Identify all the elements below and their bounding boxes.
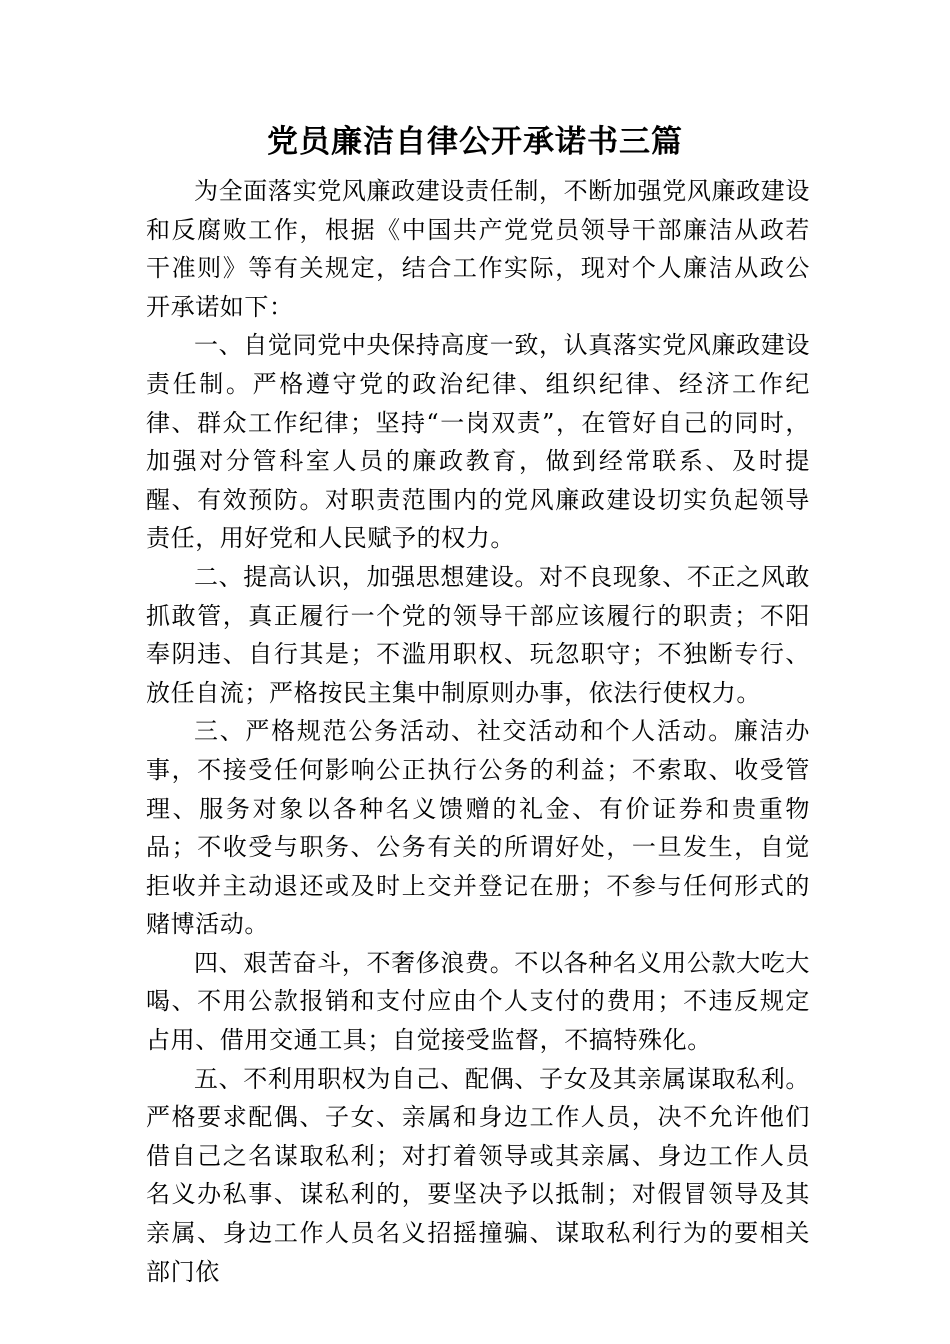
- paragraph-intro: 为全面落实党风廉政建设责任制，不断加强党风廉政建设和反腐败工作，根据《中国共产党党员领导干部廉洁从政若干准则》等有关规定，结合工作实际，现对个人廉洁从政公开承诺如下：: [146, 177, 810, 321]
- document-body: [146, 172, 810, 1291]
- paragraph-item-5: 五、不利用职权为自己、配偶、子女及其亲属谋取私利。严格要求配偶、子女、亲属和身边工作人员，决不允许他们借自己之名谋取私利；对打着领导或其亲属、身边工作人员名义办私事、谋私利的，要坚决予以抵制；对假冒领导及其亲属、身边工作人员名义招摇撞骗、谋取私利行为的要相关部门依: [146, 1064, 810, 1286]
- paragraph-item-2: 二、提高认识，加强思想建设。对不良现象、不正之风敢抓敢管，真正履行一个党的领导干部应该履行的职责；不阳奉阴违、自行其是；不滥用职权、玩忽职守；不独断专行、放任自流；严格按民主集中制原则办事，依法行使权力。: [146, 562, 810, 707]
- paragraph-item-1: 一、自觉同党中央保持高度一致，认真落实党风廉政建设责任制。严格遵守党的政治纪律、组织纪律、经济工作纪律、群众工作纪律；坚持“一岗双责”，在管好自己的同时，加强对分管科室人员的廉政教育，做到经常联系、及时提醒、有效预防。对职责范围内的党风廉政建设切实负起领导责任，用好党和人民赋予的权力。: [146, 331, 810, 553]
- paragraph-item-4: 四、艰苦奋斗，不奢侈浪费。不以各种名义用公款大吃大喝、不用公款报销和支付应由个人支付的费用；不违反规定占用、借用交通工具；自觉接受监督，不搞特殊化。: [146, 948, 810, 1055]
- document-title: 党员廉洁自律公开承诺书三篇: [267, 124, 683, 160]
- paragraph-item-3: 三、严格规范公务活动、社交活动和个人活动。廉洁办事，不接受任何影响公正执行公务的利益；不索取、收受管理、服务对象以各种名义馈赠的礼金、有价证券和贵重物品；不收受与职务、公务有关的所谓好处，一旦发生，自觉拒收并主动退还或及时上交并登记在册；不参与任何形式的赌博活动。: [146, 717, 810, 939]
